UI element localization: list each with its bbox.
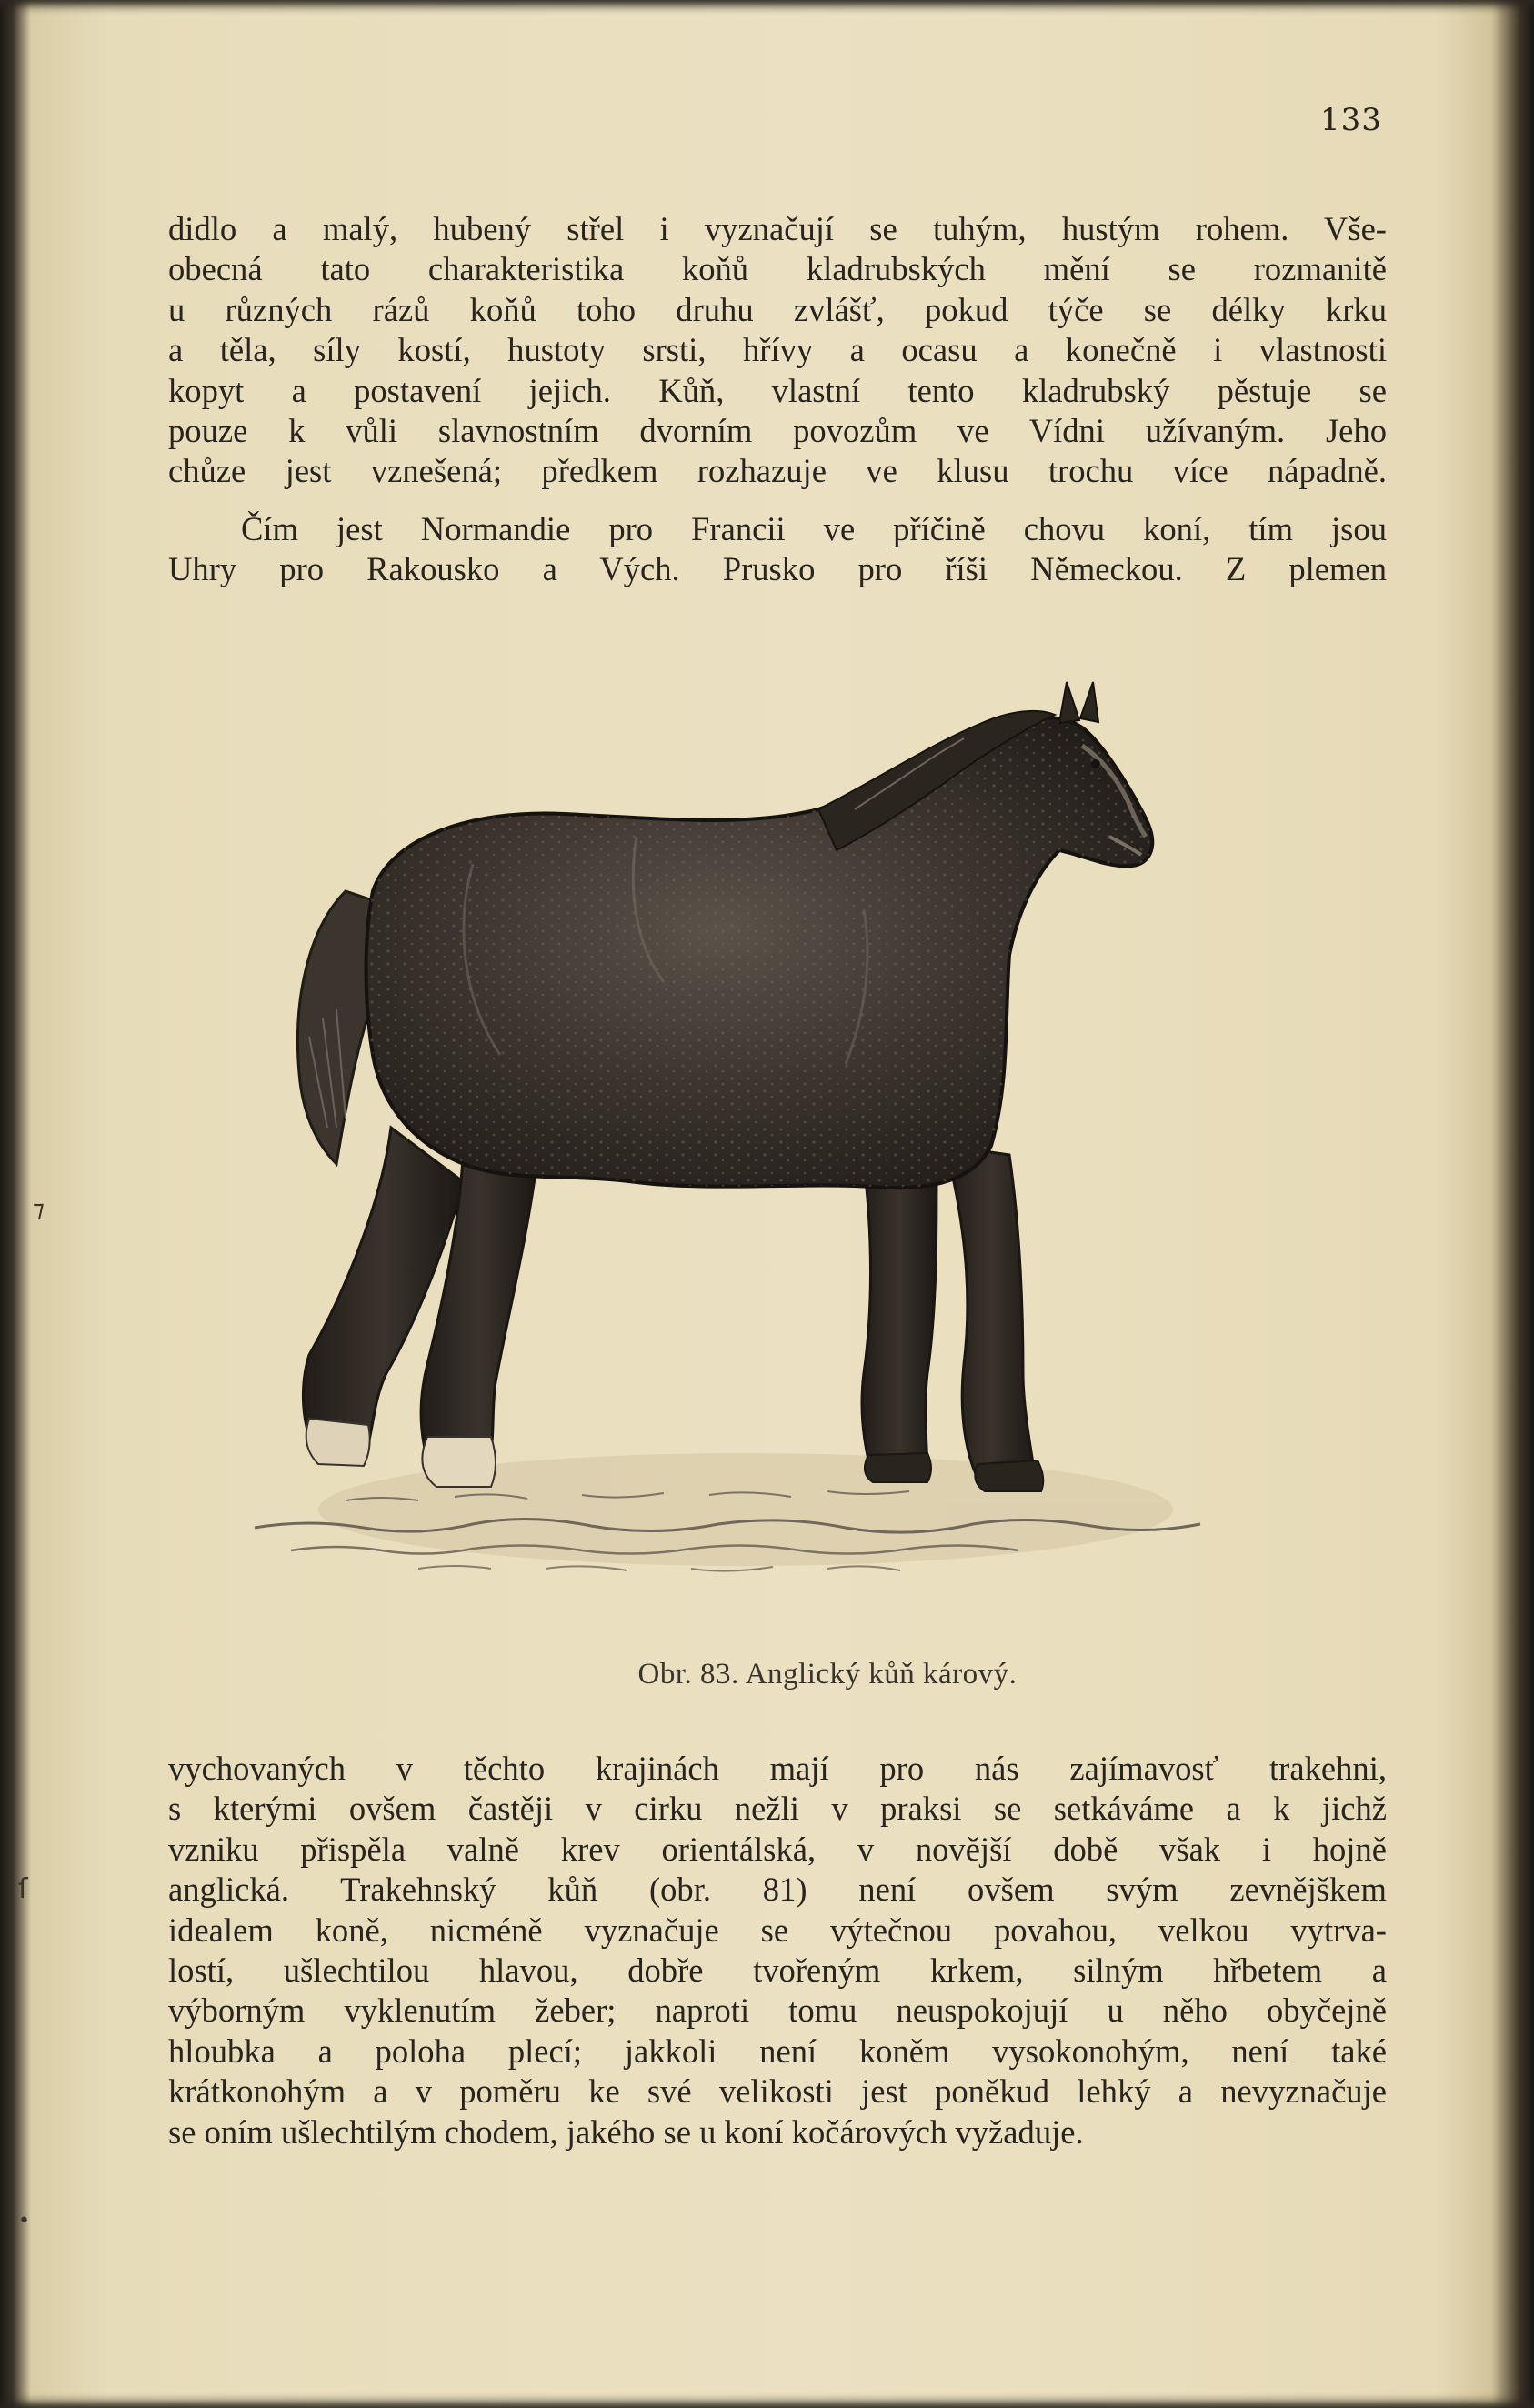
text-line: hloubka a poloha plecí; jakkoli není koněm vysokonohým, není také [168, 2032, 1387, 2070]
paragraph-1 [168, 209, 1387, 492]
text-line: lostí, ušlechtilou hlavou, dobře tvořeným krkem, silným hřbetem a [168, 1951, 1387, 1990]
text-line: výborným vyklenutím žeber; naproti tomu neuspokojují u něho obyčejně [168, 1992, 1387, 2030]
text-line: anglická. Trakehnský kůň (obr. 81) není ovšem svým zevnějškem [168, 1871, 1387, 1909]
margin-mark-icon: ſ [18, 1873, 28, 1905]
text-line: s kterými ovšem častěji v cirku nežli v praksi se setkáváme a k jichž [168, 1790, 1387, 1828]
text-line: se oním ušlechtilým chodem, jakého se u koní kočárových vyžaduje. [168, 2112, 1084, 2151]
text-line: Uhry pro Rakousko a Vých. Prusko pro říši Německou. Z plemen [168, 550, 1387, 588]
text-line: krátkonohým a v poměru ke své velikosti jest poněkud lehký a nevyznačuje [168, 2072, 1387, 2111]
ground-hatching [255, 1453, 1200, 1571]
text-line: obecná tato charakteristika koňů kladrubských mění se rozmanitě [168, 250, 1387, 288]
figure-caption: Obr. 83. Anglický kůň kárový. [637, 1658, 1018, 1691]
book-page [55, 18, 1509, 2392]
text-line: a těla, síly kostí, hustoty srsti, hřívy a ocasu a konečně i vlastnosti [168, 331, 1387, 369]
text-line: chůze jest vznešená; předkem rozhazuje ve klusu trochu více nápadně. [168, 452, 1387, 490]
text-line: Čím jest Normandie pro Francii ve příčině chovu koní, tím jsou [241, 510, 1387, 547]
horse-illustration-icon [236, 655, 1246, 1610]
text-line: didlo a malý, hubený střel i vyznačují se tuhým, hustým rohem. Vše- [168, 210, 1387, 247]
text-line: vzniku přispěla valně krev orientálská, v novější době však i hojně [168, 1830, 1387, 1868]
text-line: kopyt a postavení jejich. Kůň, vlastní tento kladrubský pěstuje se [168, 371, 1387, 409]
text-line: vychovaných v těchto krajinách mají pro nás zajímavosť trakehni, [168, 1750, 1387, 1787]
margin-dot-icon: • [18, 2210, 30, 2232]
paragraph-3 [168, 1749, 1387, 2152]
text-line: pouze k vůli slavnostním dvorním povozům ve Vídni užívaným. Jeho [168, 412, 1387, 450]
text-line: idealem koně, nicméně vyznačuje se výtečnou povahou, velkou vytrva- [168, 1911, 1387, 1949]
margin-mark-icon: ⁊ [33, 1196, 45, 1223]
text-line: u různých rázů koňů toho druhu zvlášť, pokud týče se délky krku [168, 290, 1387, 328]
paragraph-2 [168, 509, 1387, 590]
page-number: 133 [1320, 102, 1382, 138]
